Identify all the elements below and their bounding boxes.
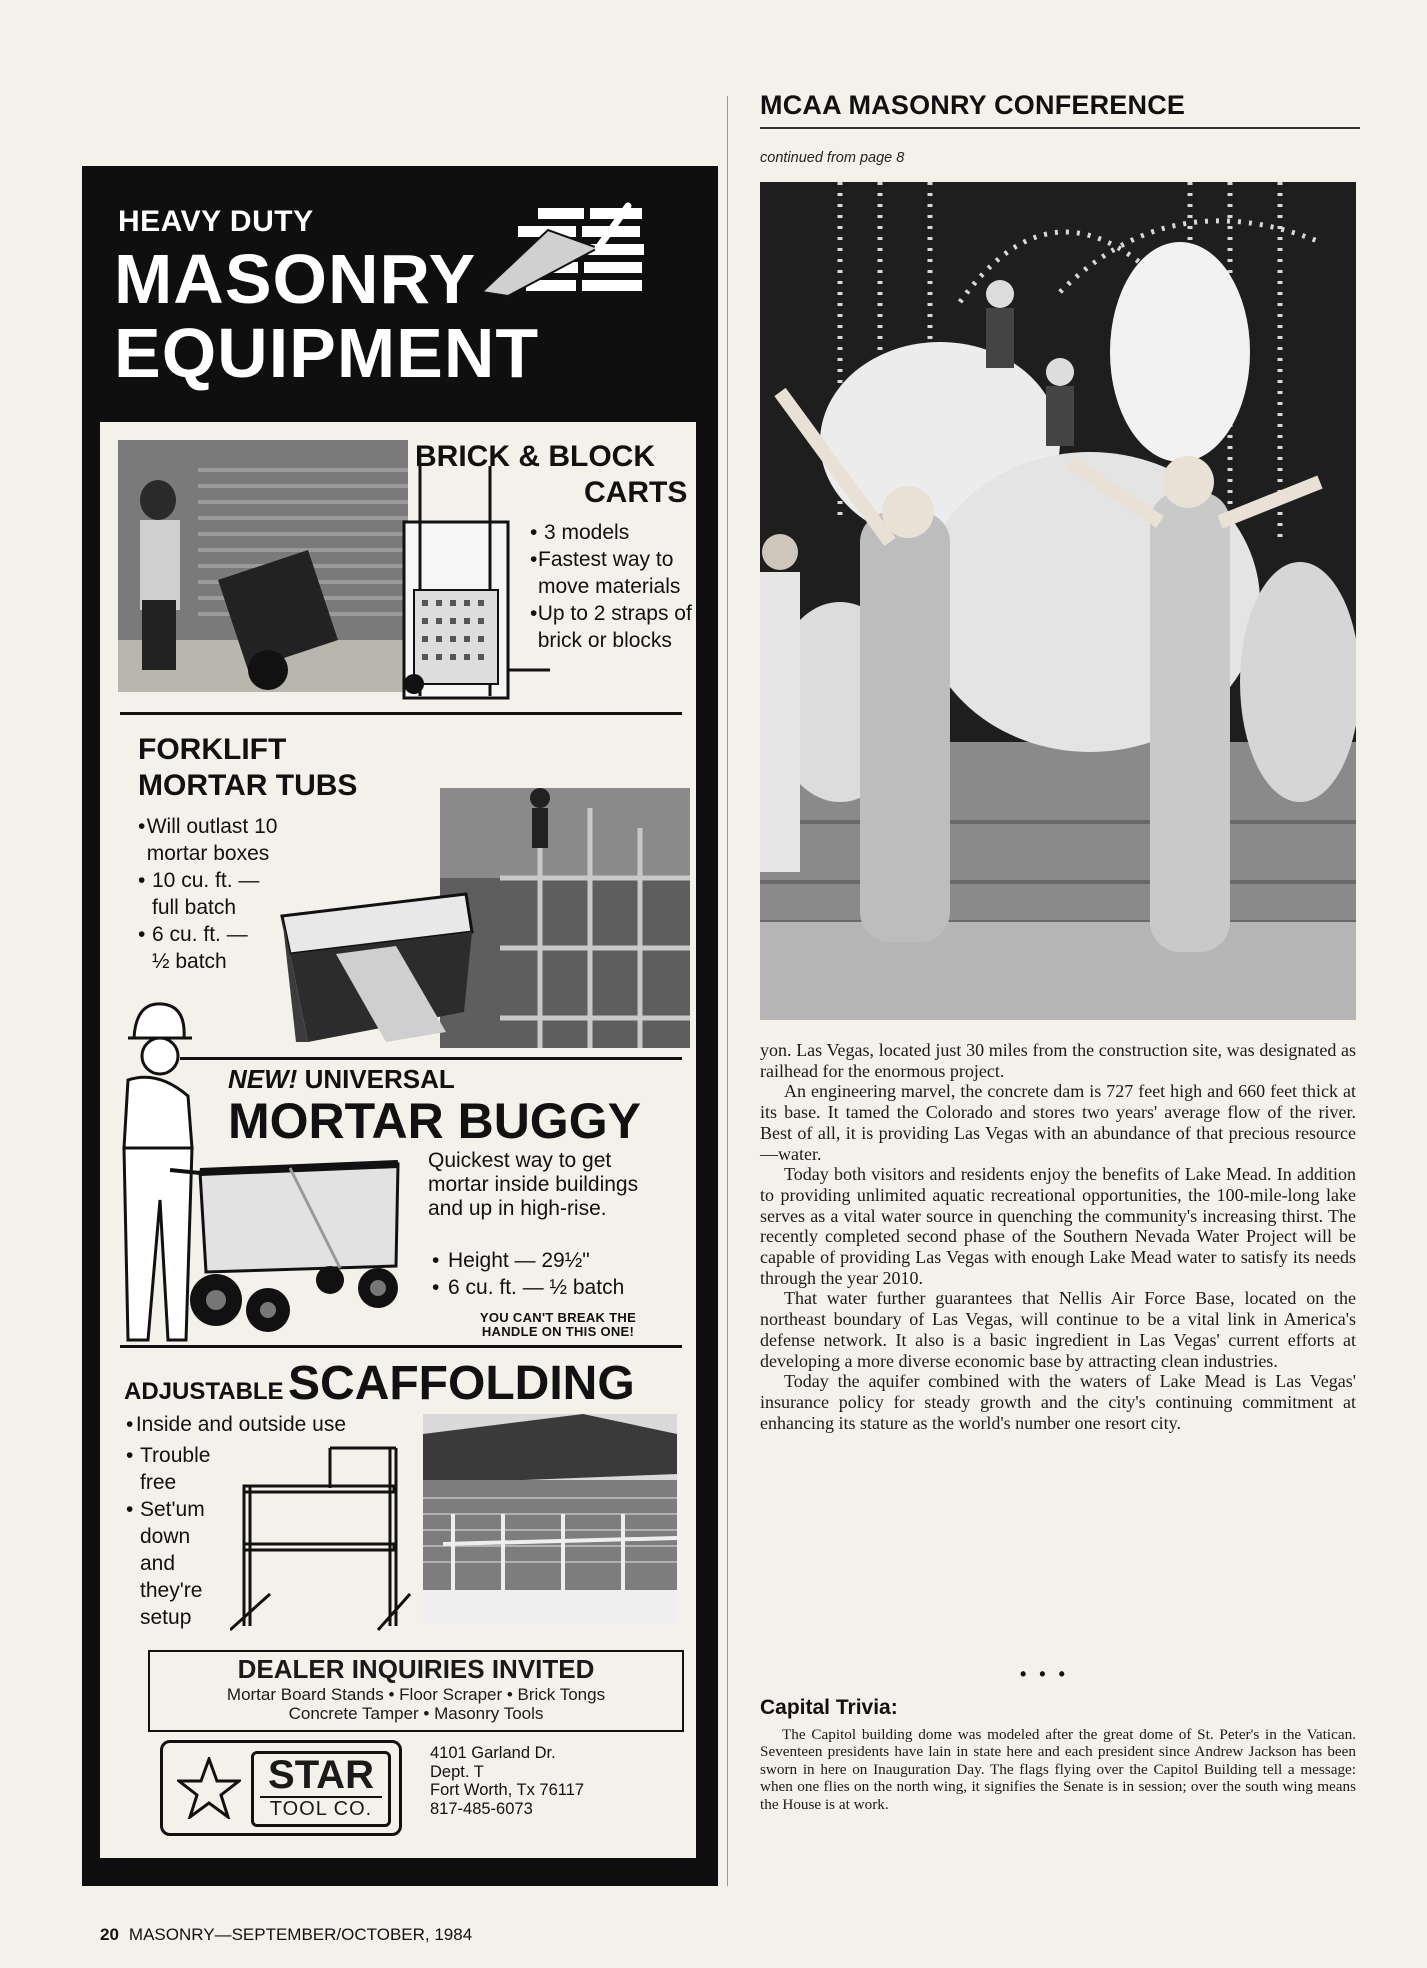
- dealer-line1: Mortar Board Stands • Floor Scraper • Brick Tongs: [226, 1685, 606, 1704]
- ad-title-line1: MASONRY: [114, 240, 477, 318]
- trivia-title: Capital Trivia:: [760, 1696, 898, 1719]
- article-body: [760, 1040, 1356, 1433]
- article-paragraph: An engineering marvel, the concrete dam is 727 feet high and 660 feet thick at its base. It tamed the Colorado and stores two years' average flow of the river. Best of all, it is providing Las Vegas with an abundance of that precious resource—water.: [760, 1081, 1356, 1164]
- list-item: • Fastest way to move materials: [530, 548, 681, 598]
- section-title: MCAA MASONRY CONFERENCE: [760, 90, 1186, 120]
- list-item: • Trouble free: [126, 1444, 211, 1494]
- carts-title-line2: CARTS: [584, 476, 688, 509]
- buggy-note: YOU CAN'T BREAK THE HANDLE ON THIS ONE!: [479, 1310, 637, 1339]
- column-divider: [727, 96, 728, 1886]
- logo-main-text: STAR: [268, 1753, 374, 1797]
- list-item: • 6 cu. ft. — ½ batch: [432, 1276, 625, 1299]
- page-footer: [100, 1925, 472, 1945]
- list-item: • Set'um down and they're setup: [126, 1498, 205, 1629]
- article-paragraph: Today both visitors and residents enjoy the benefits of Lake Mead. In addition to providing unlimited aquatic recreational opportunities, the 100-mile-long lake serves as a vital water source in quenching the community's increasing thirst. The recently completed second phase of the Southern Nevada Water Project will be capable of providing Las Vegas with enough Lake Mead water to satisfy its needs through the year 2010.: [760, 1164, 1356, 1288]
- publication-line: MASONRY—SEPTEMBER/OCTOBER, 1984: [128, 1925, 473, 1944]
- divider: [120, 712, 682, 715]
- divider: [120, 1345, 682, 1348]
- buggy-bullet-list: [432, 1247, 692, 1301]
- article-paragraph: Today the aquifer combined with the waters of Lake Mead is Las Vegas' insurance policy for steady growth and the city's continuing commitment at enhancing its stature as the world's number one resort city.: [760, 1371, 1356, 1433]
- article-paragraph: yon. Las Vegas, located just 30 miles from the construction site, was designated as railhead for the enormous project.: [760, 1040, 1356, 1081]
- logo-nameplate: [251, 1751, 391, 1827]
- page-number: 20: [100, 1925, 119, 1944]
- star-icon: [177, 1757, 241, 1819]
- continued-note: continued from page 8: [760, 150, 905, 166]
- brick-cart-photo: [118, 440, 408, 692]
- list-item: • Height — 29½": [432, 1249, 590, 1272]
- scaffold-frame-illustration: [230, 1444, 420, 1634]
- article-separator: • • •: [1020, 1664, 1069, 1684]
- dealer-inquiries-box: [148, 1650, 684, 1732]
- showgirls-photo: [760, 182, 1356, 1020]
- divider: [180, 1057, 682, 1060]
- scaffolding-title: ADJUSTABLE SCAFFOLDING: [124, 1357, 635, 1410]
- carts-bullet-list: [530, 519, 700, 654]
- article-paragraph: That water further guarantees that Nellis Air Force Base, located on the northeast boundary of Las Vegas, will continue to be a vital link in America's defense network. It also is a basic ingredient in Las Vegas' current efforts at developing a more diverse economic base by attracting clean industries.: [760, 1288, 1356, 1371]
- list-item: • Will outlast 10 mortar boxes: [138, 815, 278, 865]
- dealer-title: DEALER INQUIRIES INVITED: [237, 1654, 595, 1684]
- ad-title-line2: EQUIPMENT: [114, 314, 540, 392]
- buggy-subtitle: NEW! UNIVERSAL: [228, 1064, 455, 1094]
- ad-kicker: HEAVY DUTY: [118, 205, 314, 238]
- buggy-title: MORTAR BUGGY: [228, 1093, 641, 1149]
- mortar-tub-illustration: [276, 892, 476, 1052]
- trivia-body: [760, 1726, 1356, 1813]
- company-address: 4101 Garland Dr. Dept. T Fort Worth, Tx 76117 817-485-6073: [430, 1744, 585, 1818]
- tubs-title: FORKLIFT MORTAR TUBS: [138, 733, 358, 802]
- list-item: • Inside and outside use: [126, 1413, 346, 1436]
- mortar-buggy-illustration: [170, 1160, 420, 1340]
- list-item: • Up to 2 straps of brick or blocks: [530, 602, 692, 652]
- scaffold-site-photo: [440, 788, 690, 1048]
- list-item: • 10 cu. ft. — full batch: [138, 869, 260, 919]
- brick-cart-illustration: [400, 466, 550, 702]
- carts-title-line1: BRICK & BLOCK: [415, 440, 655, 473]
- buggy-description: Quickest way to get mortar inside buildings and up in high-rise.: [428, 1149, 639, 1220]
- logo-sub-text: TOOL CO.: [260, 1796, 382, 1820]
- scaffold-building-photo: [423, 1414, 677, 1624]
- star-tool-logo: [160, 1740, 402, 1836]
- trowel-brick-icon: [478, 196, 678, 300]
- trivia-paragraph: The Capitol building dome was modeled after the great dome of St. Peter's in the Vatican. Seventeen presidents have lain in state here and each president since Andrew Jackson has been sworn in here on Inauguration Day. The flags flying over the Capitol Building tell a message: when one flies on the north wing, it signifies the Senate is in session; over the south wing means the House is at work.: [760, 1726, 1356, 1813]
- list-item: • 6 cu. ft. — ½ batch: [138, 923, 248, 973]
- dealer-line2: Concrete Tamper • Masonry Tools: [288, 1704, 544, 1723]
- list-item: • 3 models: [530, 521, 630, 544]
- section-rule: [760, 127, 1360, 129]
